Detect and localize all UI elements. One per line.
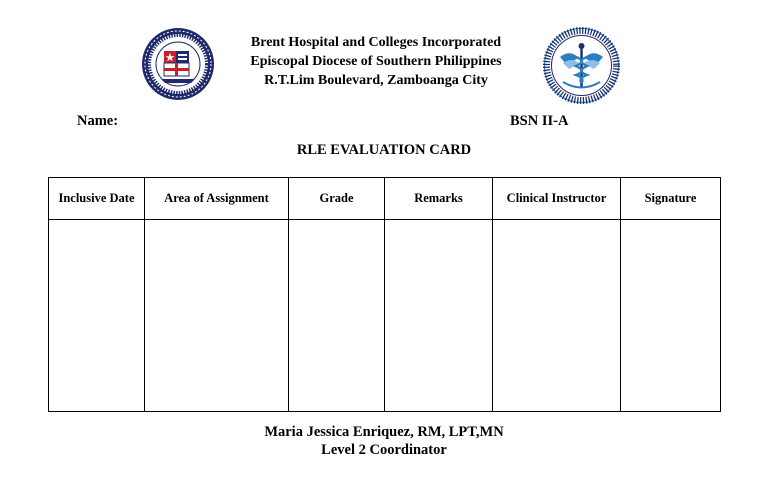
institution-address: R.T.Lim Boulevard, Zamboanga City (264, 73, 488, 88)
coordinator-name: Maria Jessica Enriquez, RM, LPT,MN (264, 424, 504, 440)
column-header-inclusive-date: Inclusive Date (49, 178, 145, 220)
table-row (49, 220, 721, 412)
remarks-cell[interactable] (385, 220, 493, 412)
institution-name: Brent Hospital and Colleges Incorporated (250, 35, 502, 50)
signature-cell[interactable] (621, 220, 721, 412)
grade-cell[interactable] (289, 220, 385, 412)
column-header-signature: Signature (621, 178, 721, 220)
section-label: BSN II-A (510, 113, 569, 129)
coordinator-block (0, 423, 768, 459)
coordinator-title: Level 2 Coordinator (321, 442, 447, 458)
name-label: Name: (77, 113, 119, 129)
inclusive-date-cell[interactable] (49, 220, 145, 412)
diocese-name: Episcopal Diocese of Southern Philippines (250, 54, 502, 69)
table-header-row (49, 178, 721, 220)
caduceus-seal-icon (543, 27, 620, 104)
column-header-grade: Grade (289, 178, 385, 220)
card-title: RLE EVALUATION CARD (296, 142, 472, 158)
evaluation-table (48, 177, 721, 412)
column-header-area-of-assignment: Area of Assignment (145, 178, 289, 220)
area-of-assignment-cell[interactable] (145, 220, 289, 412)
column-header-remarks: Remarks (385, 178, 493, 220)
column-header-clinical-instructor: Clinical Instructor (493, 178, 621, 220)
institution-header (200, 33, 552, 90)
clinical-instructor-cell[interactable] (493, 220, 621, 412)
